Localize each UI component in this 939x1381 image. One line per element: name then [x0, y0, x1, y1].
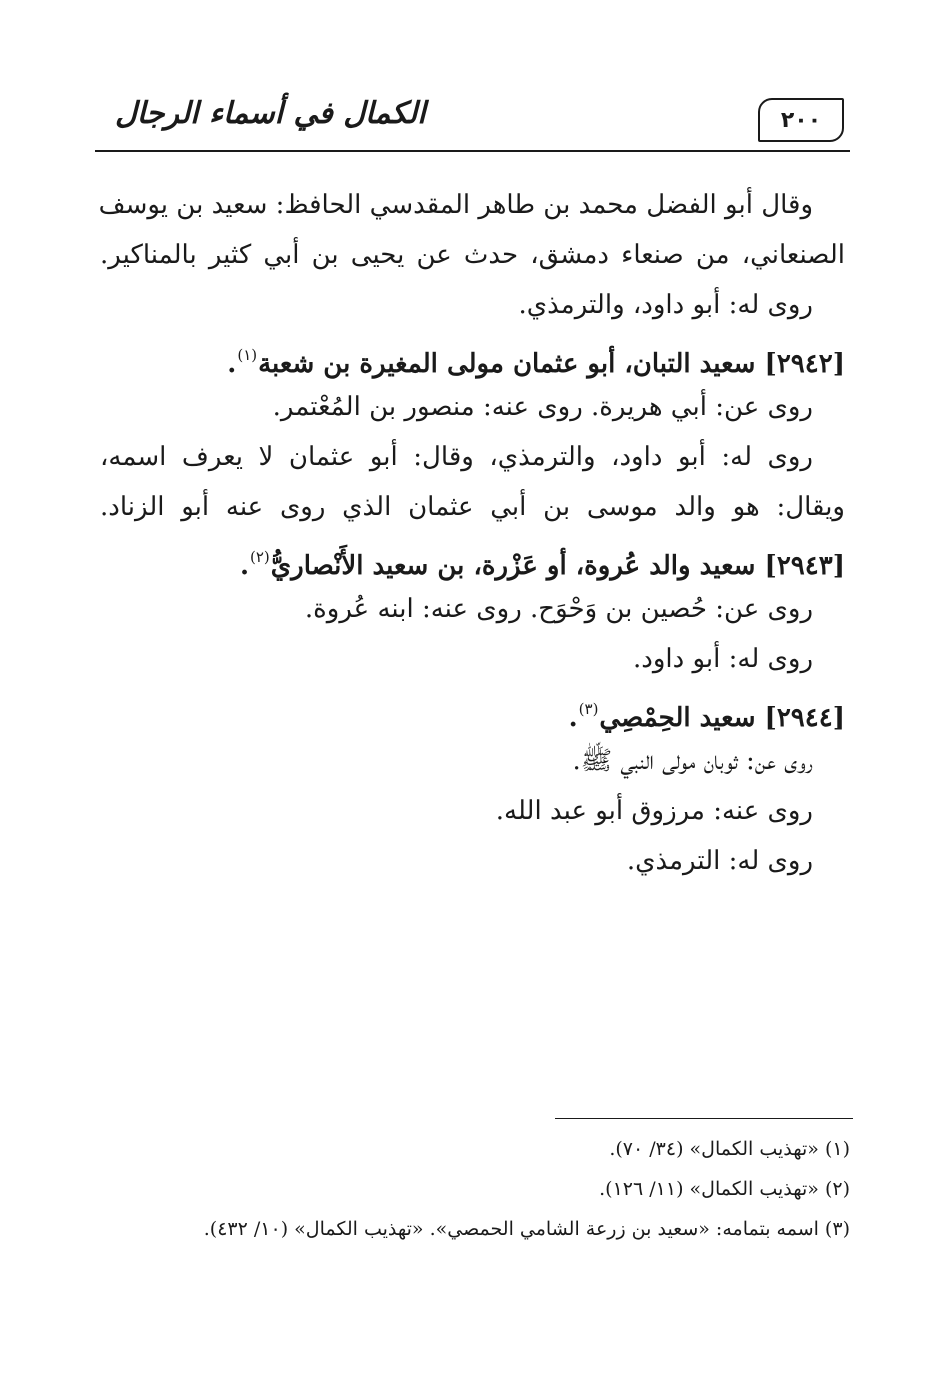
- text-line: روى عن: حُصين بن وَحْوَح. روى عنه: ابنه عُروة.: [304, 594, 813, 624]
- entry-end: .: [239, 551, 249, 581]
- footnote: (٣) اسمه بتمامه: «سعيد بن زرعة الشامي الحمصي». «تهذيب الكمال» (١٠/ ٤٣٢).: [203, 1218, 850, 1240]
- text-line: وقال أبو الفضل محمد بن طاهر المقدسي الحافظ: سعيد بن يوسف: [98, 190, 813, 220]
- page-header: [95, 92, 850, 152]
- text-line: روى له: أبو داود.: [633, 644, 813, 674]
- footnote-ref: (١): [237, 346, 258, 364]
- page-number: ٢٠٠: [758, 98, 844, 142]
- text-line: ويقال: هو والد موسى بن أبي عثمان الذي روى عنه أبو الزناد.: [100, 492, 845, 522]
- entry-title: [٢٩٤٤] سعيد الحِمْصِي: [599, 703, 845, 733]
- text-line: روى له: الترمذي.: [626, 846, 813, 876]
- footnote-ref: (٢): [250, 548, 270, 566]
- text-line: الصنعاني، من صنعاء دمشق، حدث عن يحيى بن أبي كثير بالمناكير.: [100, 240, 845, 270]
- footnote-ref: (٣): [578, 700, 599, 718]
- entry-title: [٢٩٤٢] سعيد التبان، أبو عثمان مولى المغيرة بن شعبة: [258, 349, 845, 379]
- entry-heading-2942: [227, 335, 845, 384]
- header-rule: [95, 150, 850, 152]
- text-line: روى عنه: مرزوق أبو عبد الله.: [495, 796, 813, 826]
- entry-heading-2943: [240, 537, 845, 586]
- book-title: الكمال في أسماء الرجال: [115, 96, 426, 131]
- text-line: روى له: أبو داود، والترمذي، وقال: أبو عثمان لا يعرف اسمه،: [100, 442, 813, 472]
- entry-end: .: [568, 703, 578, 733]
- footnote: (٢) «تهذيب الكمال» (١١/ ١٢٦).: [599, 1178, 850, 1200]
- text-line: روى له: أبو داود، والترمذي.: [518, 290, 813, 320]
- entry-heading-2944: [569, 689, 845, 738]
- entry-title: [٢٩٤٣] سعيد والد عُروة، أو عَزْرة، بن سعيد الأَنْصاريُّ: [270, 551, 845, 581]
- text-line: روى عن: أبي هريرة. روى عنه: منصور بن المُعْتمر.: [272, 392, 813, 422]
- footnote-separator: [555, 1118, 853, 1119]
- text-line: روى عن: ثوبان مولى النبي ﷺ.: [572, 746, 813, 776]
- footnote: (١) «تهذيب الكمال» (٣٤/ ٧٠).: [609, 1138, 850, 1160]
- entry-end: .: [227, 349, 237, 379]
